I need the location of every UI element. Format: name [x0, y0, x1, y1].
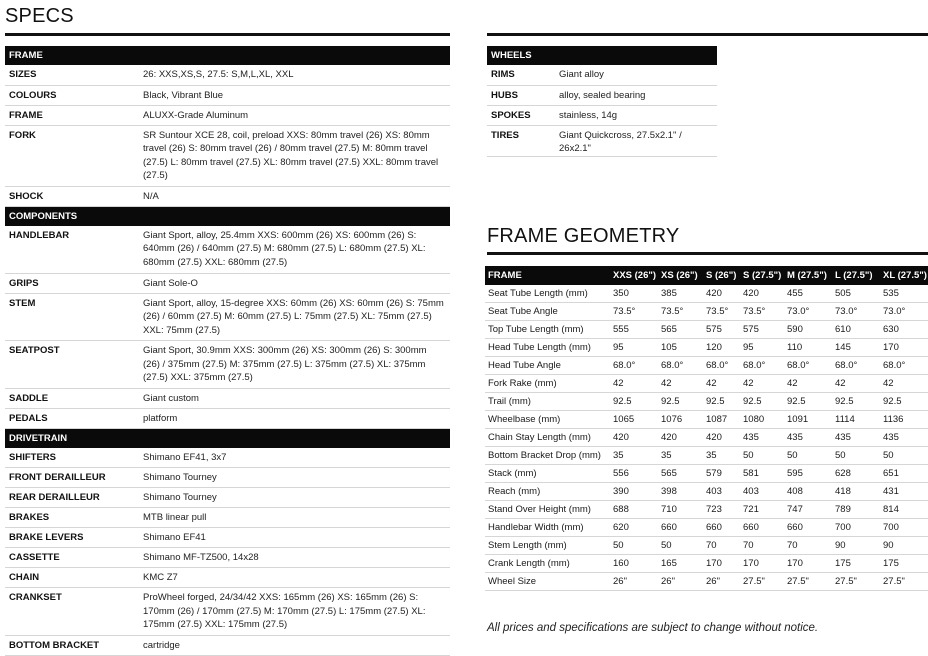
geometry-value: 789 [832, 501, 880, 519]
geometry-row-trail-mm [485, 393, 928, 411]
geometry-value: 50 [832, 447, 880, 465]
geometry-value: 420 [740, 285, 784, 303]
geometry-value: 70 [740, 537, 784, 555]
geometry-value: 590 [784, 321, 832, 339]
geometry-value: 26" [703, 573, 740, 591]
geometry-measure-label: Fork Rake (mm) [485, 375, 610, 393]
geometry-value: 170 [880, 339, 928, 357]
geometry-value: 90 [880, 537, 928, 555]
geometry-value: 42 [832, 375, 880, 393]
geometry-value: 435 [832, 429, 880, 447]
geometry-value: 68.0° [832, 357, 880, 375]
geometry-value: 710 [658, 501, 703, 519]
geometry-measure-label: Crank Length (mm) [485, 555, 610, 573]
spec-value: Giant Sport, 30.9mm XXS: 300mm (26) XS: 300mm (26) S: 300mm (26) / 375mm (27.5) M: 375mm (27.5) L: 375mm (27.5) XL: 375mm (27.5) XXL: 375mm (27.5) [139, 341, 450, 389]
spec-value: N/A [139, 186, 450, 206]
geometry-value: 385 [658, 285, 703, 303]
spec-row-pedals [5, 408, 450, 428]
geometry-value: 92.5 [832, 393, 880, 411]
geometry-value: 1114 [832, 411, 880, 429]
spec-value: platform [139, 408, 450, 428]
section-title: COMPONENTS [5, 206, 450, 226]
spec-row-brakes [5, 508, 450, 528]
geometry-value: 50 [784, 447, 832, 465]
section-title: WHEELS [487, 46, 717, 65]
spec-label: GRIPS [5, 273, 139, 293]
geometry-row-stem-length-mm [485, 537, 928, 555]
spec-row-frame [5, 105, 450, 125]
geometry-value: 350 [610, 285, 658, 303]
spec-label: REAR DERAILLEUR [5, 488, 139, 508]
spec-row-colours [5, 85, 450, 105]
spec-row-saddle [5, 388, 450, 408]
geometry-row-seat-tube-angle [485, 303, 928, 321]
geometry-value: 555 [610, 321, 658, 339]
spec-row-rims [487, 65, 717, 85]
geometry-value: 90 [832, 537, 880, 555]
geometry-value: 403 [703, 483, 740, 501]
spec-label: TIRES [487, 125, 555, 156]
geometry-value: 688 [610, 501, 658, 519]
spec-label: SHIFTERS [5, 448, 139, 468]
geometry-value: 398 [658, 483, 703, 501]
spec-label: SHOCK [5, 186, 139, 206]
geometry-value: 435 [784, 429, 832, 447]
geometry-row-wheel-size [485, 573, 928, 591]
geometry-value: 620 [610, 519, 658, 537]
section-title: DRIVETRAIN [5, 428, 450, 448]
geometry-measure-label: Wheel Size [485, 573, 610, 591]
geometry-value: 721 [740, 501, 784, 519]
spec-row-handlebar [5, 226, 450, 274]
spec-row-fork [5, 125, 450, 186]
section-header-frame [5, 46, 450, 65]
geometry-value: 700 [880, 519, 928, 537]
spec-label: HUBS [487, 85, 555, 105]
geometry-header-row [485, 266, 928, 285]
geometry-row-bottom-bracket-drop-mm [485, 447, 928, 465]
geometry-value: 27.5" [880, 573, 928, 591]
geometry-value: 42 [784, 375, 832, 393]
spec-value: Shimano EF41 [139, 528, 450, 548]
spec-row-spokes [487, 105, 717, 125]
geometry-value: 68.0° [610, 357, 658, 375]
spec-row-shifters [5, 448, 450, 468]
geometry-value: 814 [880, 501, 928, 519]
geometry-value: 660 [784, 519, 832, 537]
geometry-value: 105 [658, 339, 703, 357]
geometry-row-stack-mm [485, 465, 928, 483]
geometry-row-seat-tube-length-mm [485, 285, 928, 303]
geometry-value: 630 [880, 321, 928, 339]
geometry-value: 435 [740, 429, 784, 447]
wheels-table [487, 46, 717, 157]
geometry-value: 581 [740, 465, 784, 483]
spec-label: FRAME [5, 105, 139, 125]
geometry-value: 50 [610, 537, 658, 555]
geometry-measure-label: Seat Tube Angle [485, 303, 610, 321]
geometry-value: 420 [703, 285, 740, 303]
geometry-measure-label: Handlebar Width (mm) [485, 519, 610, 537]
geometry-row-fork-rake-mm [485, 375, 928, 393]
geometry-value: 455 [784, 285, 832, 303]
geometry-value: 50 [880, 447, 928, 465]
geometry-value: 700 [832, 519, 880, 537]
spec-row-stem [5, 293, 450, 341]
spec-value: Giant Sole-O [139, 273, 450, 293]
geometry-value: 565 [658, 321, 703, 339]
geometry-value: 575 [740, 321, 784, 339]
geometry-value: 435 [880, 429, 928, 447]
geometry-value: 610 [832, 321, 880, 339]
geometry-value: 175 [832, 555, 880, 573]
section-header-drivetrain [5, 428, 450, 448]
geometry-row-stand-over-height-mm [485, 501, 928, 519]
geometry-value: 92.5 [880, 393, 928, 411]
geometry-value: 651 [880, 465, 928, 483]
geometry-value: 92.5 [610, 393, 658, 411]
geometry-value: 92.5 [740, 393, 784, 411]
spec-label: STEM [5, 293, 139, 341]
spec-label: SPOKES [487, 105, 555, 125]
geometry-value: 1136 [880, 411, 928, 429]
spec-label: BRAKES [5, 508, 139, 528]
spec-label: BRAKE LEVERS [5, 528, 139, 548]
geometry-value: 42 [703, 375, 740, 393]
geometry-value: 170 [703, 555, 740, 573]
geometry-title-rule [487, 252, 928, 255]
geometry-value: 403 [740, 483, 784, 501]
geometry-measure-label: Head Tube Length (mm) [485, 339, 610, 357]
geometry-row-reach-mm [485, 483, 928, 501]
geometry-value: 1091 [784, 411, 832, 429]
spec-label: HANDLEBAR [5, 226, 139, 274]
geometry-column-header: FRAME [485, 266, 610, 285]
wheels-top-rule [487, 33, 928, 36]
section-header-components [5, 206, 450, 226]
spec-value: Giant alloy [555, 65, 717, 85]
spec-value: SR Suntour XCE 28, coil, preload XXS: 80mm travel (26) XS: 80mm travel (26) S: 80mm travel (26) / 80mm travel (27.5) M: 80mm travel (27.5) L: 80mm travel (27.5) XL: 80mm travel (27.5) XXL: 80mm travel (27.5) [139, 125, 450, 186]
geometry-table [485, 266, 928, 591]
spec-label: COLOURS [5, 85, 139, 105]
geometry-value: 170 [784, 555, 832, 573]
geometry-value: 120 [703, 339, 740, 357]
geometry-value: 68.0° [740, 357, 784, 375]
geometry-value: 27.5" [740, 573, 784, 591]
geometry-value: 73.5° [740, 303, 784, 321]
geometry-measure-label: Seat Tube Length (mm) [485, 285, 610, 303]
geometry-value: 165 [658, 555, 703, 573]
geometry-measure-label: Chain Stay Length (mm) [485, 429, 610, 447]
geometry-measure-label: Stand Over Height (mm) [485, 501, 610, 519]
spec-value: KMC Z7 [139, 568, 450, 588]
geometry-value: 27.5" [784, 573, 832, 591]
geometry-value: 70 [784, 537, 832, 555]
geometry-value: 95 [740, 339, 784, 357]
geometry-value: 68.0° [658, 357, 703, 375]
geometry-value: 1065 [610, 411, 658, 429]
spec-label: CASSETTE [5, 548, 139, 568]
spec-value: Giant Sport, alloy, 15-degree XXS: 60mm (26) XS: 60mm (26) S: 75mm (26) / 60mm (27.5) M: 60mm (27.5) L: 75mm (27.5) XL: 75mm (27.5) XXL: 75mm (27.5) [139, 293, 450, 341]
geometry-value: 660 [703, 519, 740, 537]
geometry-value: 579 [703, 465, 740, 483]
geometry-value: 565 [658, 465, 703, 483]
geometry-value: 1087 [703, 411, 740, 429]
geometry-row-handlebar-width-mm [485, 519, 928, 537]
spec-label: RIMS [487, 65, 555, 85]
geometry-value: 628 [832, 465, 880, 483]
geometry-value: 420 [658, 429, 703, 447]
geometry-value: 26" [658, 573, 703, 591]
spec-row-shock [5, 186, 450, 206]
spec-row-rear-derailleur [5, 488, 450, 508]
spec-row-bottom-bracket [5, 635, 450, 655]
geometry-value: 160 [610, 555, 658, 573]
geometry-value: 26" [610, 573, 658, 591]
spec-row-grips [5, 273, 450, 293]
spec-label: SADDLE [5, 388, 139, 408]
geometry-value: 92.5 [658, 393, 703, 411]
spec-row-chain [5, 568, 450, 588]
geometry-row-crank-length-mm [485, 555, 928, 573]
spec-row-seatpost [5, 341, 450, 389]
spec-row-sizes [5, 65, 450, 85]
geometry-column-header: S (26") [703, 266, 740, 285]
geometry-measure-label: Trail (mm) [485, 393, 610, 411]
geometry-measure-label: Top Tube Length (mm) [485, 321, 610, 339]
geometry-value: 68.0° [784, 357, 832, 375]
geometry-value: 556 [610, 465, 658, 483]
spec-label: FRONT DERAILLEUR [5, 468, 139, 488]
geometry-value: 73.0° [832, 303, 880, 321]
spec-value: Giant custom [139, 388, 450, 408]
geometry-value: 73.5° [610, 303, 658, 321]
geometry-measure-label: Bottom Bracket Drop (mm) [485, 447, 610, 465]
spec-value: Shimano MF-TZ500, 14x28 [139, 548, 450, 568]
geometry-value: 747 [784, 501, 832, 519]
geometry-value: 505 [832, 285, 880, 303]
geometry-column-header: XS (26") [658, 266, 703, 285]
geometry-value: 418 [832, 483, 880, 501]
spec-value: ProWheel forged, 24/34/42 XXS: 165mm (26) XS: 165mm (26) S: 170mm (26) / 170mm (27.5) M: 170mm (27.5) L: 175mm (27.5) XL: 175mm (27.5) XXL: 175mm (27.5) [139, 588, 450, 636]
geometry-value: 68.0° [880, 357, 928, 375]
geometry-column-header: S (27.5") [740, 266, 784, 285]
geometry-value: 73.5° [658, 303, 703, 321]
spec-value: alloy, sealed bearing [555, 85, 717, 105]
geometry-value: 110 [784, 339, 832, 357]
spec-label: PEDALS [5, 408, 139, 428]
geometry-value: 35 [610, 447, 658, 465]
geometry-value: 595 [784, 465, 832, 483]
spec-label: FORK [5, 125, 139, 186]
geometry-value: 535 [880, 285, 928, 303]
geometry-value: 1076 [658, 411, 703, 429]
geometry-value: 35 [703, 447, 740, 465]
geometry-value: 73.5° [703, 303, 740, 321]
geometry-value: 170 [740, 555, 784, 573]
spec-value: Shimano Tourney [139, 468, 450, 488]
price-notice: All prices and specifications are subject to change without notice. [487, 622, 819, 634]
spec-value: Giant Sport, alloy, 25.4mm XXS: 600mm (26) XS: 600mm (26) S: 640mm (26) / 640mm (27.5) M: 680mm (27.5) L: 680mm (27.5) XL: 680mm (27.5) XXL: 680mm (27.5) [139, 226, 450, 274]
geometry-row-wheelbase-mm [485, 411, 928, 429]
geometry-value: 660 [740, 519, 784, 537]
geometry-value: 50 [658, 537, 703, 555]
geometry-title: FRAME GEOMETRY [487, 225, 680, 247]
geometry-value: 431 [880, 483, 928, 501]
spec-label: SEATPOST [5, 341, 139, 389]
geometry-value: 70 [703, 537, 740, 555]
spec-row-cassette [5, 548, 450, 568]
spec-value: ALUXX-Grade Aluminum [139, 105, 450, 125]
geometry-value: 723 [703, 501, 740, 519]
spec-row-front-derailleur [5, 468, 450, 488]
spec-label: SIZES [5, 65, 139, 85]
geometry-value: 73.0° [880, 303, 928, 321]
geometry-value: 42 [658, 375, 703, 393]
geometry-value: 575 [703, 321, 740, 339]
geometry-value: 27.5" [832, 573, 880, 591]
spec-row-tires [487, 125, 717, 156]
geometry-column-header: XL (27.5") [880, 266, 928, 285]
spec-label: CRANKSET [5, 588, 139, 636]
geometry-value: 35 [658, 447, 703, 465]
geometry-row-chain-stay-length-mm [485, 429, 928, 447]
geometry-measure-label: Stack (mm) [485, 465, 610, 483]
spec-row-hubs [487, 85, 717, 105]
geometry-value: 420 [703, 429, 740, 447]
specs-title: SPECS [5, 5, 74, 27]
geometry-value: 92.5 [703, 393, 740, 411]
geometry-measure-label: Stem Length (mm) [485, 537, 610, 555]
geometry-measure-label: Wheelbase (mm) [485, 411, 610, 429]
spec-value: Shimano Tourney [139, 488, 450, 508]
geometry-value: 145 [832, 339, 880, 357]
geometry-row-top-tube-length-mm [485, 321, 928, 339]
geometry-value: 68.0° [703, 357, 740, 375]
geometry-row-head-tube-angle [485, 357, 928, 375]
geometry-value: 390 [610, 483, 658, 501]
geometry-value: 73.0° [784, 303, 832, 321]
spec-value: cartridge [139, 635, 450, 655]
geometry-value: 95 [610, 339, 658, 357]
spec-label: CHAIN [5, 568, 139, 588]
specs-table [5, 46, 450, 656]
geometry-value: 1080 [740, 411, 784, 429]
spec-value: stainless, 14g [555, 105, 717, 125]
geometry-value: 408 [784, 483, 832, 501]
specs-title-rule [5, 33, 450, 36]
spec-value: Black, Vibrant Blue [139, 85, 450, 105]
geometry-measure-label: Head Tube Angle [485, 357, 610, 375]
geometry-value: 92.5 [784, 393, 832, 411]
geometry-value: 42 [740, 375, 784, 393]
spec-value: 26: XXS,XS,S, 27.5: S,M,L,XL, XXL [139, 65, 450, 85]
geometry-value: 660 [658, 519, 703, 537]
geometry-value: 420 [610, 429, 658, 447]
geometry-measure-label: Reach (mm) [485, 483, 610, 501]
section-header-wheels [487, 46, 717, 65]
section-title: FRAME [5, 46, 450, 65]
geometry-column-header: XXS (26") [610, 266, 658, 285]
spec-value: Shimano EF41, 3x7 [139, 448, 450, 468]
spec-label: BOTTOM BRACKET [5, 635, 139, 655]
geometry-value: 42 [610, 375, 658, 393]
spec-row-brake-levers [5, 528, 450, 548]
geometry-column-header: M (27.5") [784, 266, 832, 285]
geometry-value: 42 [880, 375, 928, 393]
geometry-value: 175 [880, 555, 928, 573]
spec-value: Giant Quickcross, 27.5x2.1" / 26x2.1" [555, 125, 717, 156]
geometry-column-header: L (27.5") [832, 266, 880, 285]
spec-value: MTB linear pull [139, 508, 450, 528]
spec-row-crankset [5, 588, 450, 636]
geometry-value: 50 [740, 447, 784, 465]
geometry-row-head-tube-length-mm [485, 339, 928, 357]
